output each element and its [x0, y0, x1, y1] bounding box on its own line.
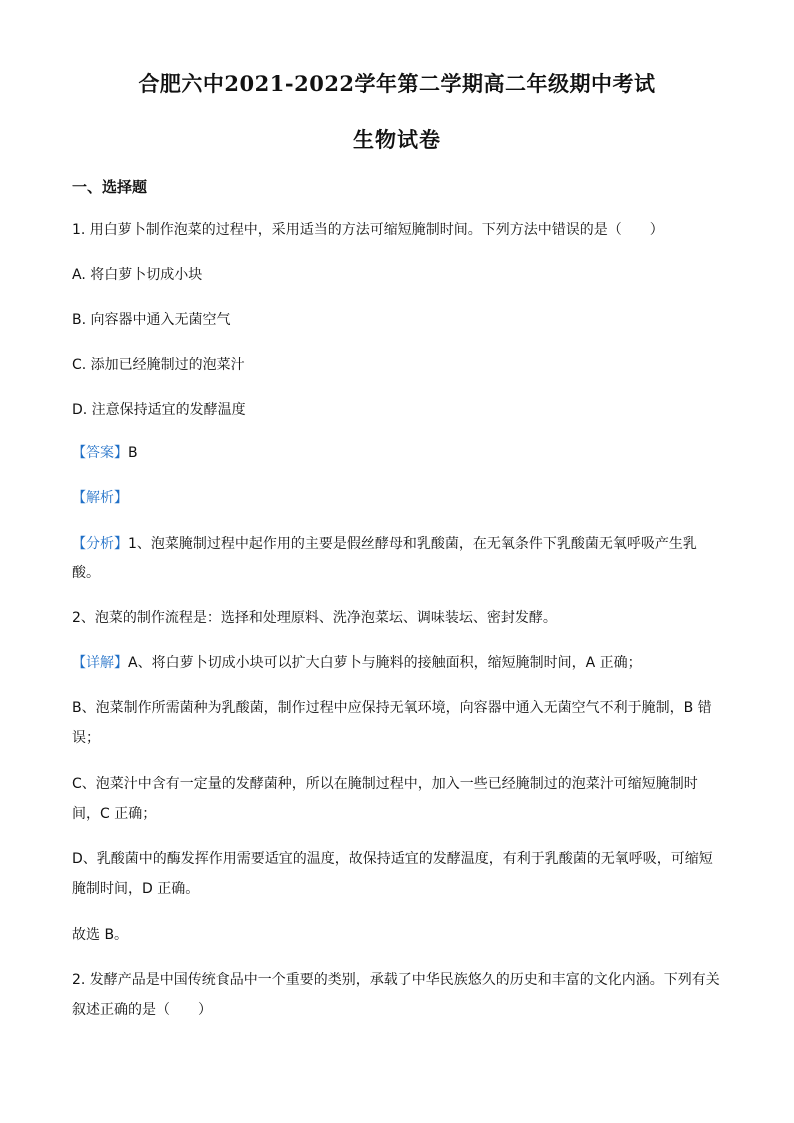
- q1-fenxi-1-cont: 酸。: [72, 565, 100, 581]
- q1-xiangjie-a: [72, 650, 722, 676]
- q1-fenxi-2: 2、泡菜的制作流程是：选择和处理原料、洗净泡菜坛、调味装坛、密封发酵。: [72, 610, 557, 626]
- q1-analysis-heading: [72, 485, 722, 511]
- q1-option-b: B. 向容器中通入无菌空气: [72, 312, 231, 328]
- q1-xiangjie-b-cont: 误；: [72, 730, 100, 746]
- xiangjie-text-a: A、将白萝卜切成小块可以扩大白萝卜与腌料的接触面积，缩短腌制时间，A 正确；: [128, 655, 642, 671]
- q1-xiangjie-d: D、乳酸菌中的酶发挥作用需要适宜的温度，故保持适宜的发酵温度，有利于乳酸菌的无氧呼吸，可缩短: [72, 851, 713, 867]
- q1-answer: [72, 440, 722, 466]
- fenxi-tag: 【分析】: [72, 536, 128, 552]
- q1-xiangjie-c-cont: 间，C 正确；: [72, 806, 157, 822]
- answer-tag: 【答案】: [72, 445, 128, 461]
- q1-conclusion: 故选 B。: [72, 927, 129, 943]
- q1-xiangjie-b: B、泡菜制作所需菌种为乳酸菌，制作过程中应保持无氧环境，向容器中通入无菌空气不利于腌制，B 错: [72, 700, 712, 716]
- exam-title: 合肥六中2021-2022学年第二学期高二年级期中考试: [138, 71, 656, 96]
- q1-option-d: D. 注意保持适宜的发酵温度: [72, 402, 246, 418]
- q1-xiangjie-c: C、泡菜汁中含有一定量的发酵菌种，所以在腌制过程中，加入一些已经腌制过的泡菜汁可缩短腌制时: [72, 776, 698, 792]
- q1-fenxi-1: [72, 531, 722, 557]
- q1-stem: 1. 用白萝卜制作泡菜的过程中，采用适当的方法可缩短腌制时间。下列方法中错误的是（ ）: [72, 222, 664, 238]
- q1-option-a: A. 将白萝卜切成小块: [72, 267, 203, 283]
- section-heading: 一、选择题: [72, 178, 148, 196]
- q1-xiangjie-d-cont: 腌制时间，D 正确。: [72, 881, 200, 897]
- q1-option-c: C. 添加已经腌制过的泡菜汁: [72, 357, 245, 373]
- fenxi-text-1a: 1、泡菜腌制过程中起作用的主要是假丝酵母和乳酸菌，在无氧条件下乳酸菌无氧呼吸产生乳: [128, 536, 697, 552]
- xiangjie-tag: 【详解】: [72, 655, 128, 671]
- q2-stem-cont: 叙述正确的是（ ）: [72, 1002, 212, 1018]
- analysis-tag: 【解析】: [72, 490, 128, 506]
- q2-stem: 2. 发酵产品是中国传统食品中一个重要的类别，承载了中华民族悠久的历史和丰富的文化内涵。下列有关: [72, 972, 720, 988]
- exam-subtitle: 生物试卷: [353, 127, 441, 152]
- answer-value: B: [128, 445, 138, 461]
